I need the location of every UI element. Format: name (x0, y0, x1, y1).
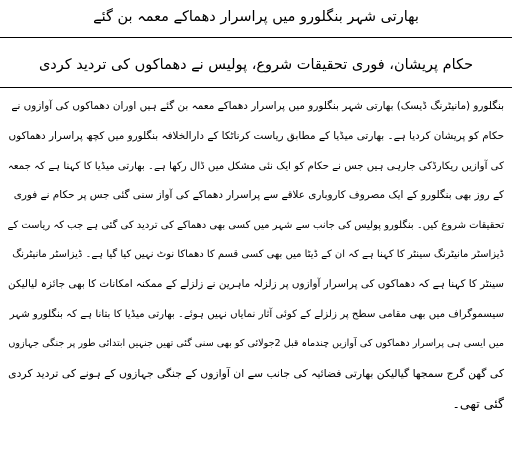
body-line: ڈیزاسٹر مانیٹرنگ سینٹر کا کہنا ہے کہ ان کے ڈیٹا میں بھی کسی قسم کا دھماکا نوٹ نہیں کیا گیا ہے۔ ڈیزاسٹر مانیٹرنگ (12, 249, 504, 260)
body-line: کی آوازیں ریکارڈکی جارہی ہیں جس نے حکام کو ایک نئی مشکل میں ڈال رکھا ہے۔ بھارتی میڈیا کا کہنا ہے کہ جمعہ (7, 161, 504, 172)
body-line: کے روز بھی بنگلورو کے ایک مصروف کاروباری علاقے سے پراسرار دھماکے کی آواز سنی گئی جس پر حکام نے فوری (13, 189, 504, 201)
body-line: گئی تھی۔ (452, 396, 504, 411)
body-line: کی گھن گرج سمجھا گیالیکن بھارتی فضائیہ کی جانب سے ان آوازوں کے جنگی جہازوں کے ہونے کی تردید کردی (8, 367, 504, 380)
subheadline: حکام پریشان، فوری تحقیقات شروع، پولیس نے دھماکوں کی تردید کردی (38, 57, 474, 73)
body-line: حکام کو پریشان کردیا ہے۔ بھارتی میڈیا کے مطابق ریاست کرناٹکا کے دارالخلافہ بنگلورو میں کچھ پراسرار دھماکوں (8, 130, 504, 142)
body-line: سیسموگراف میں بھی مقامی سطح پر زلزلے کے کوئی آثار نمایاں نہیں ہوئے۔ بھارتی میڈیا کا بتانا ہے کہ بنگلورو شہر (9, 309, 504, 320)
headline: بھارتی شہر بنگلورو میں پراسرار دھماکے معمہ بن گئے (93, 9, 419, 25)
body-line: سینٹر کا کہنا ہے کہ دھماکوں کی پراسرار آوازوں پر زلزلہ ماہرین نے زلزلے کے ممکنہ امکانات کا بھی جائزہ لیالیکن (8, 278, 504, 290)
divider-top (0, 37, 512, 38)
body-line: بنگلورو (مانیٹرنگ ڈیسک) بھارتی شہر بنگلورو میں پراسرار دھماکے معمہ بن گئے ہیں اوران دھماکوں کی آوازوں نے (11, 100, 504, 112)
divider-bottom (0, 87, 512, 88)
body-line: تحقیقات شروع کیں۔ بنگلورو پولیس کی جانب سے شہر میں کسی بھی دھماکے کی تردید کی گئی ہے جب کہ ریاست کے (7, 220, 504, 231)
body-line: میں ایسی ہی پراسرار دھماکوں کی آوازیں چندماہ قبل 2جولائی کو بھی سنی گئی تھیں جنہیں ابتدائی طور پر جنگی جہازوں (8, 338, 504, 349)
